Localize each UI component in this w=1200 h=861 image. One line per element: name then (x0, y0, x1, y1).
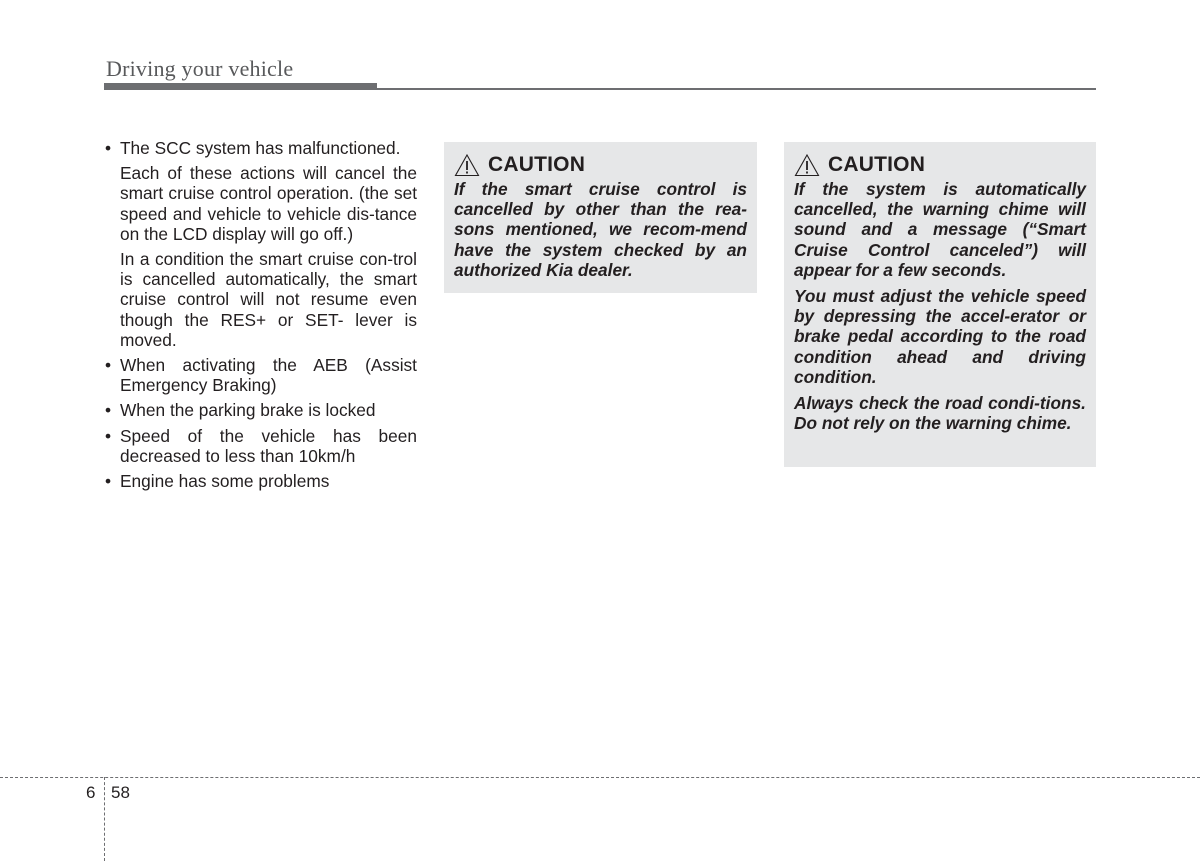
footer-dashed-rule (0, 777, 1200, 778)
bullet-text: When the parking brake is locked (120, 400, 376, 421)
caution-text: You must adjust the vehicle speed by depressing the accel-erator or brake pedal according to the road condition ahead and driving condition. (794, 286, 1086, 387)
bullet-item (104, 138, 417, 158)
header-rule-thin (377, 88, 1096, 90)
sub-paragraph: In a condition the smart cruise con-trol is cancelled automatically, the smart cruise control will not resume even though the RES+ or SET- lever is moved. (120, 249, 417, 350)
chapter-number: 6 (86, 783, 96, 802)
caution-title: CAUTION (828, 153, 926, 176)
bullet-text: The SCC system has malfunctioned. (120, 138, 401, 158)
bullet-item (104, 426, 417, 466)
bullet-dot: • (105, 138, 112, 158)
warning-triangle-icon (454, 153, 480, 177)
bullet-dot: • (105, 471, 112, 492)
bullet-item (104, 471, 417, 491)
left-column (104, 138, 417, 496)
bullet-item (104, 400, 417, 420)
caution-title: CAUTION (488, 153, 586, 176)
bullet-dot: • (105, 425, 112, 446)
section-title: Driving your vehicle (106, 56, 294, 81)
caution-text: Always check the road condi-tions. Do not rely on the warning chime. (794, 393, 1086, 434)
header-rule-thick (104, 83, 377, 90)
sub-paragraph: Each of these actions will cancel the smart cruise control operation. (the set speed and vehicle to vehicle dis-tance on the LCD display will go off.) (120, 163, 417, 244)
bullet-text: Speed of the vehicle has been decreased to less than 10km/h (120, 425, 417, 466)
caution-heading (454, 152, 747, 178)
caution-text: If the system is automatically cancelled, the warning chime will sound and a message (“Smart Cruise Control canceled”) will appear for a few seconds. (794, 179, 1086, 280)
caution-box-2 (784, 142, 1096, 467)
bullet-dot: • (105, 355, 112, 376)
bullet-dot: • (105, 400, 112, 421)
footer-dashed-divider (104, 777, 105, 861)
warning-triangle-icon (794, 153, 820, 177)
caution-text: If the smart cruise control is cancelled by other than the rea-sons mentioned, we recom-mend have the system checked by an authorized Kia dealer. (454, 179, 747, 280)
bullet-text: Engine has some problems (120, 471, 330, 492)
bullet-text: When activating the AEB (Assist Emergency Braking) (120, 355, 417, 396)
bullet-item (104, 355, 417, 395)
page-number: 58 (111, 783, 130, 802)
caution-heading (794, 152, 1086, 178)
caution-box-1 (444, 142, 757, 293)
